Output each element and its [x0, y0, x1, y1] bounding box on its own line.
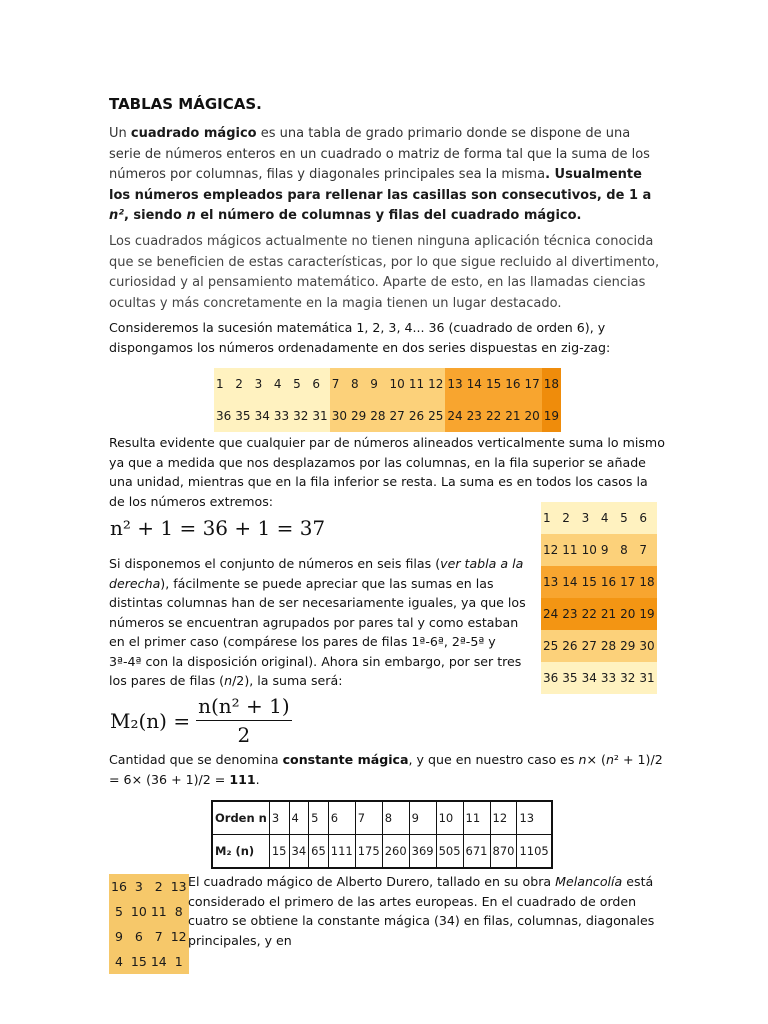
- table-row: [541, 534, 657, 566]
- table-cell: 31: [310, 400, 329, 432]
- table-cell: 29: [349, 400, 368, 432]
- table-row: [212, 835, 552, 869]
- table-cell: 10: [436, 801, 463, 835]
- row-header: M₂ (n): [212, 835, 269, 869]
- table-cell: 6: [637, 502, 656, 534]
- table-cell: 870: [490, 835, 517, 869]
- table-cell: 16: [503, 368, 522, 400]
- table-cell: 32: [291, 400, 310, 432]
- formula-lhs: M₂(n) =: [110, 708, 191, 733]
- table-cell: 14: [150, 954, 167, 969]
- table-cell: 369: [409, 835, 436, 869]
- table-cell: 14: [560, 566, 579, 598]
- table-cell: 15: [269, 835, 289, 869]
- table-cell: 14: [465, 368, 484, 400]
- table-cell: 12: [170, 929, 187, 944]
- table-cell: 12: [490, 801, 517, 835]
- table-cell: 8: [618, 534, 637, 566]
- table-row: [541, 662, 657, 694]
- table-cell: 1: [214, 368, 233, 400]
- table-cell: 34: [289, 835, 309, 869]
- table-cell: 10: [580, 534, 599, 566]
- table-cell: 18: [542, 368, 561, 400]
- table-cell: 26: [560, 630, 579, 662]
- table-cell: 6: [328, 801, 355, 835]
- table-cell: 19: [637, 598, 656, 630]
- table-cell: 2: [560, 502, 579, 534]
- table-cell: 8: [174, 904, 183, 919]
- table-cell: 11: [150, 904, 167, 919]
- table-cell: 34: [253, 400, 272, 432]
- table-cell: 13: [541, 566, 560, 598]
- formula-sum: n² + 1 = 36 + 1 = 37: [110, 516, 326, 540]
- table-cell: 3: [134, 879, 143, 894]
- table-cell: 23: [465, 400, 484, 432]
- six-rows-table: [541, 502, 657, 694]
- table-cell: 35: [560, 662, 579, 694]
- sequence-paragraph: Consideremos la sucesión matemática 1, 2, 3, 4... 36 (cuadrado de orden 6), y dispongamos los números ordenadamente en dos series dispuestas en zig-zag:: [109, 320, 611, 355]
- table-cell: 1: [541, 502, 560, 534]
- table-cell: 671: [463, 835, 490, 869]
- table-row: [541, 502, 657, 534]
- table-row: [109, 899, 189, 924]
- table-cell: 5: [114, 904, 123, 919]
- table-cell: 1105: [517, 835, 552, 869]
- table-cell: 8: [349, 368, 368, 400]
- table-cell: 31: [637, 662, 656, 694]
- table-cell: 1: [174, 954, 183, 969]
- table-row: [212, 801, 552, 835]
- table-cell: 27: [388, 400, 407, 432]
- table-cell: 6: [310, 368, 329, 400]
- table-cell: 7: [637, 534, 656, 566]
- table-cell: 7: [355, 801, 382, 835]
- table-cell: 3: [253, 368, 272, 400]
- table-cell: 23: [560, 598, 579, 630]
- table-cell: 10: [130, 904, 147, 919]
- table-cell: 13: [170, 879, 187, 894]
- table-cell: 22: [484, 400, 503, 432]
- table-cell: 25: [541, 630, 560, 662]
- formula-numerator: n(n² + 1): [196, 694, 292, 721]
- table-cell: 11: [560, 534, 579, 566]
- table-row: [109, 874, 189, 899]
- table-cell: 25: [426, 400, 445, 432]
- table-cell: 4: [599, 502, 618, 534]
- table-cell: 18: [637, 566, 656, 598]
- table-cell: 12: [426, 368, 445, 400]
- table-cell: 505: [436, 835, 463, 869]
- table-cell: 26: [407, 400, 426, 432]
- table-cell: 9: [114, 929, 123, 944]
- row-header: Orden n: [212, 801, 269, 835]
- six-rows-paragraph: Si disponemos el conjunto de números en seis filas (ver tabla a la derecha), fácilmente se puede apreciar que las sumas en las distintas columnas han de ser necesariamente iguales, ya que los números se encuentran agrupados por pares tal y como estaban en el primer caso (compárese los pares de filas 1ª-6ª, 2ª-5ª y 3ª-4ª con la disposición original). Ahora sin embargo, por ser tres los pares de filas (n/2), la suma será:: [109, 556, 526, 688]
- table-cell: 22: [580, 598, 599, 630]
- table-cell: 27: [580, 630, 599, 662]
- table-cell: 17: [523, 368, 542, 400]
- table-cell: 4: [114, 954, 123, 969]
- page-title: TABLAS MÁGICAS.: [109, 95, 262, 113]
- zigzag-row-bottom: [214, 400, 561, 432]
- intro-paragraph: Un cuadrado mágico es una tabla de grado primario donde se dispone de una serie de números enteros en un cuadrado o matriz de forma tal que la suma de los números por columnas, filas y diagonales principales sea la misma. Usualmente los números empleados para rellenar las casillas son consecutivos, de 1 a n², siendo n el número de columnas y filas del cuadrado mágico.: [109, 126, 652, 224]
- table-cell: 175: [355, 835, 382, 869]
- table-cell: 11: [463, 801, 490, 835]
- table-cell: 8: [382, 801, 409, 835]
- table-row: [109, 924, 189, 949]
- table-row: [541, 598, 657, 630]
- table-cell: 3: [269, 801, 289, 835]
- table-cell: 15: [484, 368, 503, 400]
- table-cell: 33: [599, 662, 618, 694]
- table-cell: 15: [130, 954, 147, 969]
- table-cell: 7: [330, 368, 349, 400]
- table-cell: 65: [309, 835, 329, 869]
- formula-magic-constant: [110, 694, 292, 747]
- sum-paragraph: Resulta evidente que cualquier par de números alineados verticalmente suma lo mismo ya que a medida que nos desplazamos por las columnas, en la fila superior se añade una unidad, mientras que en la fila inferior se resta. La suma es en todos los casos la de los números extremos:: [109, 435, 665, 509]
- table-cell: 24: [541, 598, 560, 630]
- table-cell: 5: [291, 368, 310, 400]
- table-cell: 32: [618, 662, 637, 694]
- table-row: [109, 949, 189, 974]
- table-cell: 19: [542, 400, 561, 432]
- table-cell: 34: [580, 662, 599, 694]
- table-row: [541, 630, 657, 662]
- table-cell: 36: [214, 400, 233, 432]
- table-cell: 13: [517, 801, 552, 835]
- table-cell: 111: [328, 835, 355, 869]
- table-cell: 28: [368, 400, 387, 432]
- formula-fraction: [196, 694, 292, 747]
- table-row: [541, 566, 657, 598]
- order-table: [211, 800, 553, 869]
- applications-paragraph: Los cuadrados mágicos actualmente no tienen ninguna aplicación técnica conocida que se beneficien de estas características, por lo que sigue recluido al divertimento, curiosidad y al pensamiento matemático. Aparte de esto, en las llamadas ciencias ocultas y más concretamente en la magia tienen un lugar destacado.: [109, 234, 660, 311]
- table-cell: 24: [445, 400, 464, 432]
- table-cell: 30: [330, 400, 349, 432]
- table-cell: 4: [272, 368, 291, 400]
- table-cell: 12: [541, 534, 560, 566]
- table-cell: 20: [523, 400, 542, 432]
- table-cell: 9: [409, 801, 436, 835]
- table-cell: 16: [599, 566, 618, 598]
- table-cell: 9: [368, 368, 387, 400]
- formula-denominator: 2: [237, 723, 251, 747]
- table-cell: 29: [618, 630, 637, 662]
- table-cell: 21: [503, 400, 522, 432]
- table-cell: 33: [272, 400, 291, 432]
- table-cell: 15: [580, 566, 599, 598]
- table-cell: 7: [154, 929, 163, 944]
- table-cell: 36: [541, 662, 560, 694]
- table-cell: 5: [618, 502, 637, 534]
- table-cell: 9: [599, 534, 618, 566]
- table-cell: 17: [618, 566, 637, 598]
- table-cell: 28: [599, 630, 618, 662]
- durer-paragraph: El cuadrado mágico de Alberto Durero, tallado en su obra Melancolía está considerado el primero de las artes europeas. En el cuadrado de orden cuatro se obtiene la constante mágica (34) en filas, columnas, diagonales principales, y en: [188, 874, 655, 948]
- table-cell: 2: [233, 368, 252, 400]
- table-cell: 21: [599, 598, 618, 630]
- zigzag-table: [214, 368, 561, 432]
- table-cell: 5: [309, 801, 329, 835]
- table-cell: 11: [407, 368, 426, 400]
- table-cell: 4: [289, 801, 309, 835]
- table-cell: 30: [637, 630, 656, 662]
- table-cell: 3: [580, 502, 599, 534]
- table-cell: 10: [388, 368, 407, 400]
- zigzag-row-top: [214, 368, 561, 400]
- table-cell: 16: [111, 879, 127, 894]
- table-cell: 13: [445, 368, 464, 400]
- constant-paragraph: Cantidad que se denomina constante mágica, y que en nuestro caso es n× (n² + 1)/2 = 6× (36 + 1)/2 = 111.: [109, 752, 663, 787]
- table-cell: 20: [618, 598, 637, 630]
- table-cell: 2: [154, 879, 163, 894]
- durer-magic-square: [109, 874, 189, 974]
- table-cell: 35: [233, 400, 252, 432]
- table-cell: 260: [382, 835, 409, 869]
- table-cell: 6: [134, 929, 143, 944]
